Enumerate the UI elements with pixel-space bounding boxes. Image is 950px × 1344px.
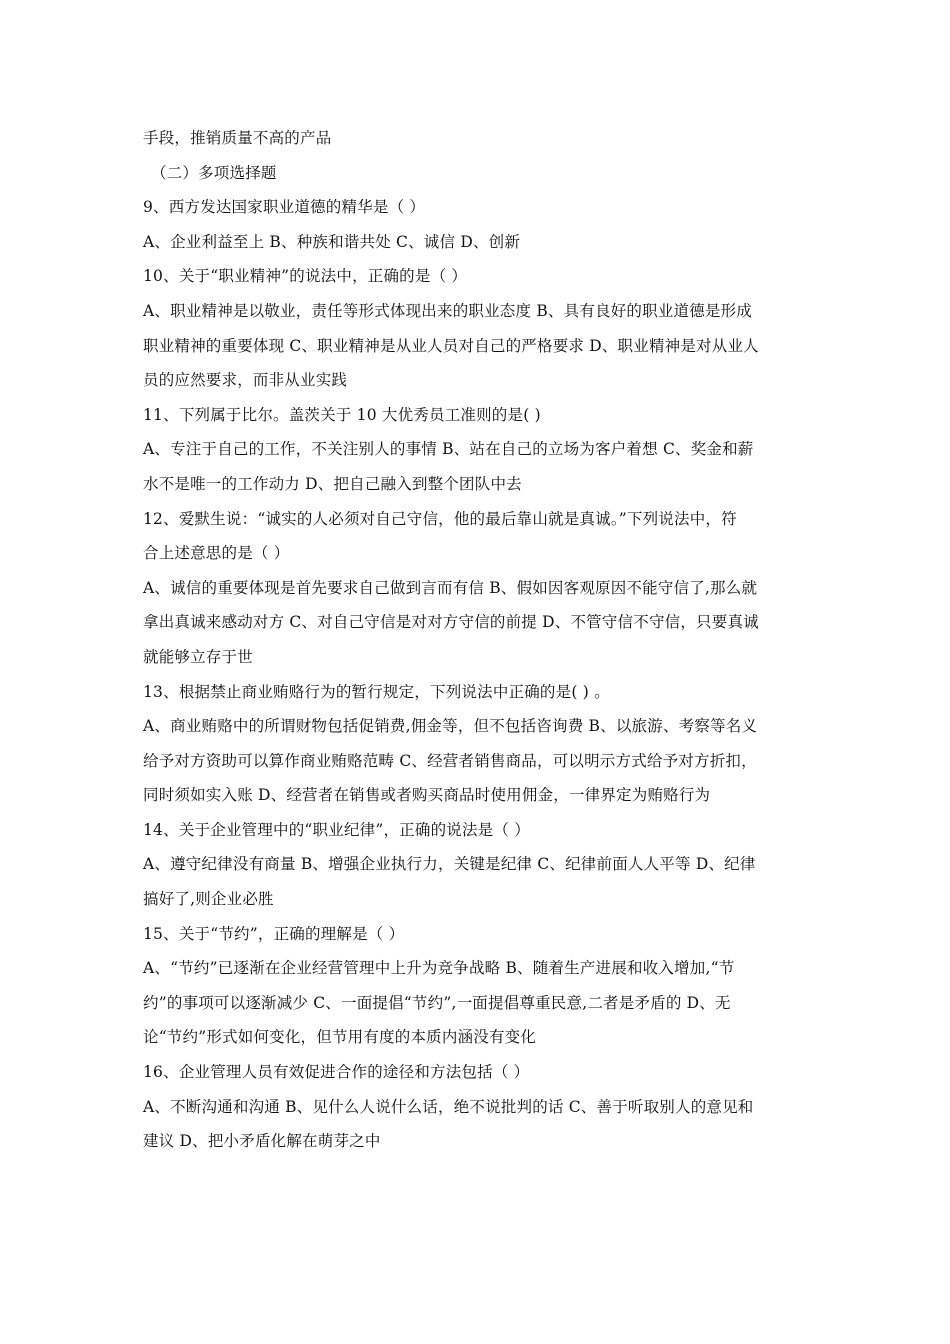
question-16-options: 建议 D、把小矛盾化解在萌芽之中 (143, 1132, 381, 1151)
text-line: 手段，推销质量不高的产品 (143, 129, 332, 147)
question-12-options: A、诚信的重要体现是首先要求自己做到言而有信 B、假如因客观原因不能守信了,那么就 (143, 578, 758, 597)
question-10-options: A、职业精神是以敬业，责任等形式体现出来的职业态度 B、具有良好的职业道德是形成 (143, 301, 753, 320)
question-14: 14、关于企业管理中的“职业纪律”，正确的说法是（ ） (143, 820, 530, 839)
question-15: 15、关于“节约”，正确的理解是（ ） (143, 924, 405, 943)
question-10-options: 职业精神的重要体现 C、职业精神是从业人员对自己的严格要求 D、职业精神是对从业人 (143, 336, 759, 355)
question-12: 合上述意思的是（ ） (143, 544, 290, 563)
question-10-options: 员的应然要求，而非从业实践 (143, 371, 348, 390)
question-14-options: 搞好了,则企业必胜 (143, 890, 274, 909)
question-13: 13、根据禁止商业贿赂行为的暂行规定，下列说法中正确的是( ) 。 (143, 682, 610, 701)
question-9-options: A、企业利益至上 B、种族和谐共处 C、诚信 D、创新 (143, 232, 521, 251)
question-12-options: 拿出真诚来感动对方 C、对自己守信是对对方守信的前提 D、不管守信不守信，只要真诚 (143, 613, 759, 632)
question-16-options: A、不断沟通和沟通 B、见什么人说什么话，绝不说批判的话 C、善于听取别人的意见和 (143, 1097, 754, 1116)
question-11: 11、下列属于比尔。盖茨关于 10 大优秀员工准则的是( ) (143, 405, 541, 424)
section-heading: （二）多项选择题 (151, 163, 277, 182)
question-15-options: A、“节约”已逐渐在企业经营管理中上升为竞争战略 B、随着生产进展和收入增加,“节 (143, 959, 735, 978)
question-9: 9、西方发达国家职业道德的精华是（ ） (143, 198, 426, 217)
question-13-options: 给予对方资助可以算作商业贿赂范畴 C、经营者销售商品，可以明示方式给予对方折扣， (143, 751, 757, 770)
document-body (143, 121, 807, 1159)
question-11-options: A、专注于自己的工作，不关注别人的事情 B、站在自己的立场为客户着想 C、奖金和薪 (143, 440, 754, 459)
question-11-options: 水不是唯一的工作动力 D、把自己融入到整个团队中去 (143, 474, 522, 493)
question-13-options: 同时须如实入账 D、经营者在销售或者购买商品时使用佣金，一律界定为贿赂行为 (143, 786, 711, 805)
question-15-options: 约”的事项可以逐渐减少 C、一面提倡“节约”,一面提倡尊重民意,二者是矛盾的 D、无 (143, 993, 731, 1012)
question-13-options: A、商业贿赂中的所谓财物包括促销费,佣金等，但不包括咨询费 B、以旅游、考察等名义 (143, 717, 758, 736)
question-12: 12、爱默生说：“诚实的人必须对自己守信，他的最后靠山就是真诚。”下列说法中，符 (143, 509, 737, 528)
question-12-options: 就能够立存于世 (143, 647, 253, 666)
question-15-options: 论“节约”形式如何变化，但节用有度的本质内涵没有变化 (143, 1028, 537, 1047)
question-16: 16、企业管理人员有效促进合作的途径和方法包括（ ） (143, 1063, 530, 1082)
question-10: 10、关于“职业精神”的说法中，正确的是（ ） (143, 267, 468, 286)
question-14-options: A、遵守纪律没有商量 B、增强企业执行力，关键是纪律 C、纪律前面人人平等 D、纪律 (143, 855, 756, 874)
